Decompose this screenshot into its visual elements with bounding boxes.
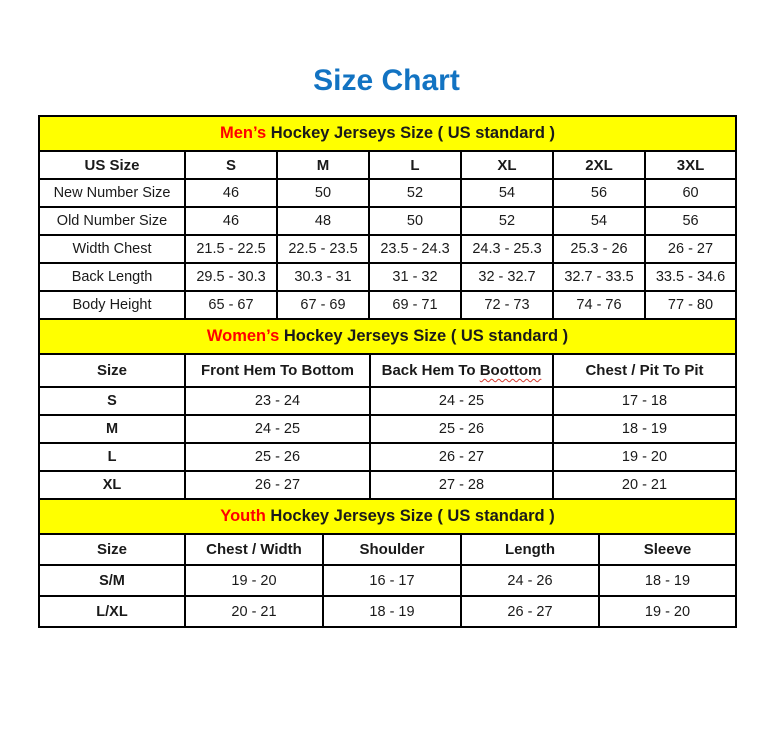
- mens-row-new-number: [39, 179, 736, 207]
- mens-column-l: L: [369, 151, 461, 179]
- row-label: L/XL: [39, 596, 185, 627]
- size-cell: 56: [645, 207, 736, 235]
- youth-column-sleeve: Sleeve: [599, 534, 736, 565]
- womens-accent-word: Women’s: [206, 327, 280, 345]
- size-cell: 19 - 20: [553, 443, 736, 471]
- size-cell: 24.3 - 25.3: [461, 235, 553, 263]
- womens-header-row: [39, 354, 736, 387]
- mens-row-body-height: [39, 291, 736, 319]
- mens-section-title: [39, 116, 736, 151]
- size-cell: 20 - 21: [185, 596, 323, 627]
- size-cell: 30.3 - 31: [277, 263, 369, 291]
- size-cell: 52: [369, 179, 461, 207]
- size-cell: 26 - 27: [370, 443, 553, 471]
- size-cell: 20 - 21: [553, 471, 736, 499]
- size-cell: 69 - 71: [369, 291, 461, 319]
- size-cell: 25 - 26: [185, 443, 370, 471]
- size-chart: [38, 115, 735, 628]
- mens-column-us-size: US Size: [39, 151, 185, 179]
- size-cell: 50: [369, 207, 461, 235]
- size-cell: 54: [461, 179, 553, 207]
- size-cell: 32 - 32.7: [461, 263, 553, 291]
- row-label: Back Length: [39, 263, 185, 291]
- size-cell: 26 - 27: [185, 471, 370, 499]
- size-cell: 18 - 19: [323, 596, 461, 627]
- size-cell: 60: [645, 179, 736, 207]
- size-cell: 19 - 20: [599, 596, 736, 627]
- womens-row-s: [39, 387, 736, 415]
- mens-size-table: [38, 115, 737, 320]
- womens-title-rest: Hockey Jerseys Size ( US standard ): [279, 327, 569, 345]
- mens-row-width-chest: [39, 235, 736, 263]
- row-label: Width Chest: [39, 235, 185, 263]
- mens-column-2xl: 2XL: [553, 151, 645, 179]
- row-label: Old Number Size: [39, 207, 185, 235]
- size-cell: 24 - 26: [461, 565, 599, 596]
- youth-row-lxl: [39, 596, 736, 627]
- size-cell: 18 - 19: [553, 415, 736, 443]
- size-cell: 21.5 - 22.5: [185, 235, 277, 263]
- size-cell: 33.5 - 34.6: [645, 263, 736, 291]
- womens-size-table: [38, 318, 737, 500]
- size-cell: 74 - 76: [553, 291, 645, 319]
- womens-column-front-hem: Front Hem To Bottom: [185, 354, 370, 387]
- youth-section-band: [39, 499, 736, 534]
- size-cell: 23 - 24: [185, 387, 370, 415]
- size-cell: 54: [553, 207, 645, 235]
- size-cell: 46: [185, 179, 277, 207]
- mens-title-rest: Hockey Jerseys Size ( US standard ): [266, 124, 556, 142]
- youth-section-title: [39, 499, 736, 534]
- youth-row-sm: [39, 565, 736, 596]
- womens-row-l: [39, 443, 736, 471]
- back-hem-prefix: Back Hem To: [381, 362, 480, 379]
- mens-column-m: M: [277, 151, 369, 179]
- womens-column-size: Size: [39, 354, 185, 387]
- size-cell: 31 - 32: [369, 263, 461, 291]
- mens-column-xl: XL: [461, 151, 553, 179]
- size-cell: 25.3 - 26: [553, 235, 645, 263]
- mens-row-back-length: [39, 263, 736, 291]
- back-hem-misspelled-word: Boottom: [479, 362, 542, 379]
- size-cell: 18 - 19: [599, 565, 736, 596]
- youth-column-chest-width: Chest / Width: [185, 534, 323, 565]
- size-cell: 27 - 28: [370, 471, 553, 499]
- womens-row-m: [39, 415, 736, 443]
- size-cell: 17 - 18: [553, 387, 736, 415]
- size-cell: 23.5 - 24.3: [369, 235, 461, 263]
- size-cell: 48: [277, 207, 369, 235]
- size-cell: 72 - 73: [461, 291, 553, 319]
- size-cell: 77 - 80: [645, 291, 736, 319]
- mens-header-row: [39, 151, 736, 179]
- size-cell: 26 - 27: [645, 235, 736, 263]
- youth-accent-word: Youth: [220, 507, 266, 525]
- row-label: Body Height: [39, 291, 185, 319]
- size-cell: 22.5 - 23.5: [277, 235, 369, 263]
- mens-row-old-number: [39, 207, 736, 235]
- youth-size-table: [38, 498, 737, 628]
- size-cell: 65 - 67: [185, 291, 277, 319]
- mens-column-3xl: 3XL: [645, 151, 736, 179]
- womens-row-xl: [39, 471, 736, 499]
- size-cell: 16 - 17: [323, 565, 461, 596]
- size-cell: 52: [461, 207, 553, 235]
- youth-header-row: [39, 534, 736, 565]
- womens-section-title: [39, 319, 736, 354]
- womens-section-band: [39, 319, 736, 354]
- youth-column-size: Size: [39, 534, 185, 565]
- size-cell: 24 - 25: [185, 415, 370, 443]
- size-cell: 56: [553, 179, 645, 207]
- row-label: New Number Size: [39, 179, 185, 207]
- size-cell: 29.5 - 30.3: [185, 263, 277, 291]
- youth-column-length: Length: [461, 534, 599, 565]
- row-label: S/M: [39, 565, 185, 596]
- womens-column-chest: Chest / Pit To Pit: [553, 354, 736, 387]
- row-label: M: [39, 415, 185, 443]
- mens-section-band: [39, 116, 736, 151]
- youth-column-shoulder: Shoulder: [323, 534, 461, 565]
- size-cell: 50: [277, 179, 369, 207]
- size-cell: 19 - 20: [185, 565, 323, 596]
- womens-column-back-hem: [370, 354, 553, 387]
- mens-column-s: S: [185, 151, 277, 179]
- page-title: Size Chart: [313, 64, 460, 97]
- size-cell: 26 - 27: [461, 596, 599, 627]
- size-cell: 25 - 26: [370, 415, 553, 443]
- size-cell: 46: [185, 207, 277, 235]
- row-label: L: [39, 443, 185, 471]
- size-cell: 32.7 - 33.5: [553, 263, 645, 291]
- row-label: XL: [39, 471, 185, 499]
- row-label: S: [39, 387, 185, 415]
- youth-title-rest: Hockey Jerseys Size ( US standard ): [265, 507, 555, 525]
- mens-accent-word: Men’s: [219, 124, 267, 142]
- size-cell: 67 - 69: [277, 291, 369, 319]
- size-cell: 24 - 25: [370, 387, 553, 415]
